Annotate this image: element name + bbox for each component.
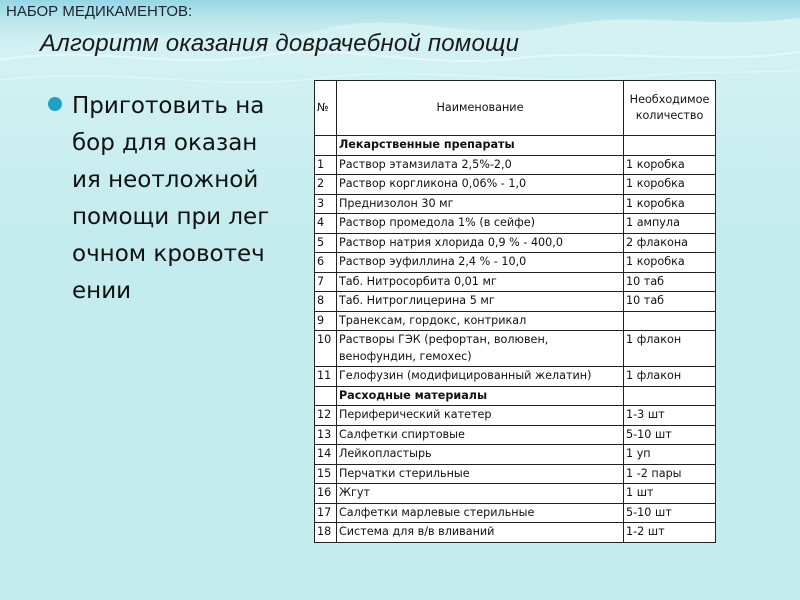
cell-name: Расходные материалы	[336, 386, 623, 406]
cell-name: Лейкопластырь	[336, 445, 623, 465]
cell-name: Таб. Нитросорбита 0,01 мг	[336, 272, 623, 292]
cell-num: 14	[315, 445, 337, 465]
table-row	[315, 214, 716, 234]
cell-name: Раствор коргликона 0,06% - 1,0	[336, 175, 623, 195]
table-row	[315, 367, 716, 387]
cell-name: Раствор этамзилата 2,5%-2,0	[336, 155, 623, 175]
cell-num: 13	[315, 425, 337, 445]
table-row	[315, 406, 716, 426]
cell-qty: 2 флакона	[624, 233, 716, 253]
cell-num: 2	[315, 175, 337, 195]
medication-table	[314, 80, 716, 543]
cell-name: Преднизолон 30 мг	[336, 194, 623, 214]
table-row	[315, 464, 716, 484]
cell-name: Транексам, гордокс, контрикал	[336, 311, 623, 331]
cell-qty: 1-2 шт	[624, 523, 716, 543]
cell-qty: 1 ампула	[624, 214, 716, 234]
cell-qty: 1 -2 пары	[624, 464, 716, 484]
cell-qty	[624, 311, 716, 331]
cell-num: 18	[315, 523, 337, 543]
cell-name: Салфетки марлевые стерильные	[336, 503, 623, 523]
cell-qty: 1 флакон	[624, 367, 716, 387]
cell-name: Раствор промедола 1% (в сейфе)	[336, 214, 623, 234]
slide-title: Алгоритм оказания доврачебной помощи	[40, 30, 520, 57]
cell-qty: 1-3 шт	[624, 406, 716, 426]
table-row	[315, 311, 716, 331]
table-row	[315, 425, 716, 445]
table-row	[315, 445, 716, 465]
cell-num: 5	[315, 233, 337, 253]
cell-num: 9	[315, 311, 337, 331]
cell-num: 1	[315, 155, 337, 175]
table-section-row	[315, 136, 716, 156]
cell-qty: 1 коробка	[624, 175, 716, 195]
cell-qty: 1 коробка	[624, 155, 716, 175]
table-row	[315, 523, 716, 543]
table-section-row	[315, 386, 716, 406]
table-row	[315, 194, 716, 214]
cell-num: 12	[315, 406, 337, 426]
table-row	[315, 503, 716, 523]
cell-qty: 1 коробка	[624, 253, 716, 273]
cell-name: Таб. Нитроглицерина 5 мг	[336, 292, 623, 312]
cell-qty	[624, 386, 716, 406]
cell-num: 3	[315, 194, 337, 214]
cell-num: 10	[315, 331, 337, 367]
header-name: Наименование	[336, 81, 623, 136]
header-num: №	[315, 81, 337, 136]
bullet-dot-icon	[48, 97, 62, 111]
bullet-text: Приготовить набор для оказания неотложной помощи при легочном кровотечении	[72, 93, 270, 304]
cell-name: Перчатки стерильные	[336, 464, 623, 484]
cell-name: Система для в/в вливаний	[336, 523, 623, 543]
table-row	[315, 253, 716, 273]
cell-num: 4	[315, 214, 337, 234]
cell-name: Салфетки спиртовые	[336, 425, 623, 445]
cell-name: Раствор натрия хлорида 0,9 % - 400,0	[336, 233, 623, 253]
cell-name: Периферический катетер	[336, 406, 623, 426]
cell-qty	[624, 136, 716, 156]
table-row	[315, 175, 716, 195]
cell-qty: 10 таб	[624, 272, 716, 292]
cell-num: 16	[315, 484, 337, 504]
cell-name: Растворы ГЭК (рефортан, волювен, венофундин, гемохес)	[336, 331, 623, 367]
cell-num: 6	[315, 253, 337, 273]
table-row	[315, 484, 716, 504]
cell-num: 15	[315, 464, 337, 484]
table-row	[315, 272, 716, 292]
cell-num	[315, 136, 337, 156]
table-row	[315, 292, 716, 312]
cell-num: 7	[315, 272, 337, 292]
cell-qty: 5-10 шт	[624, 503, 716, 523]
cell-qty: 1 уп	[624, 445, 716, 465]
cell-qty: 10 таб	[624, 292, 716, 312]
cell-name: Жгут	[336, 484, 623, 504]
cell-num: 8	[315, 292, 337, 312]
table-row	[315, 331, 716, 367]
header-label: НАБОР МЕДИКАМЕНТОВ:	[6, 3, 193, 20]
cell-qty: 1 флакон	[624, 331, 716, 367]
cell-num: 11	[315, 367, 337, 387]
cell-name: Гелофузин (модифицированный желатин)	[336, 367, 623, 387]
cell-qty: 1 коробка	[624, 194, 716, 214]
table-header-row	[315, 81, 716, 136]
table-row	[315, 155, 716, 175]
cell-name: Раствор эуфиллина 2,4 % - 10,0	[336, 253, 623, 273]
cell-name: Лекарственные препараты	[336, 136, 623, 156]
cell-num: 17	[315, 503, 337, 523]
header-qty: Необходимое количество	[624, 81, 716, 136]
table-row	[315, 233, 716, 253]
cell-qty: 1 шт	[624, 484, 716, 504]
cell-qty: 5-10 шт	[624, 425, 716, 445]
cell-num	[315, 386, 337, 406]
